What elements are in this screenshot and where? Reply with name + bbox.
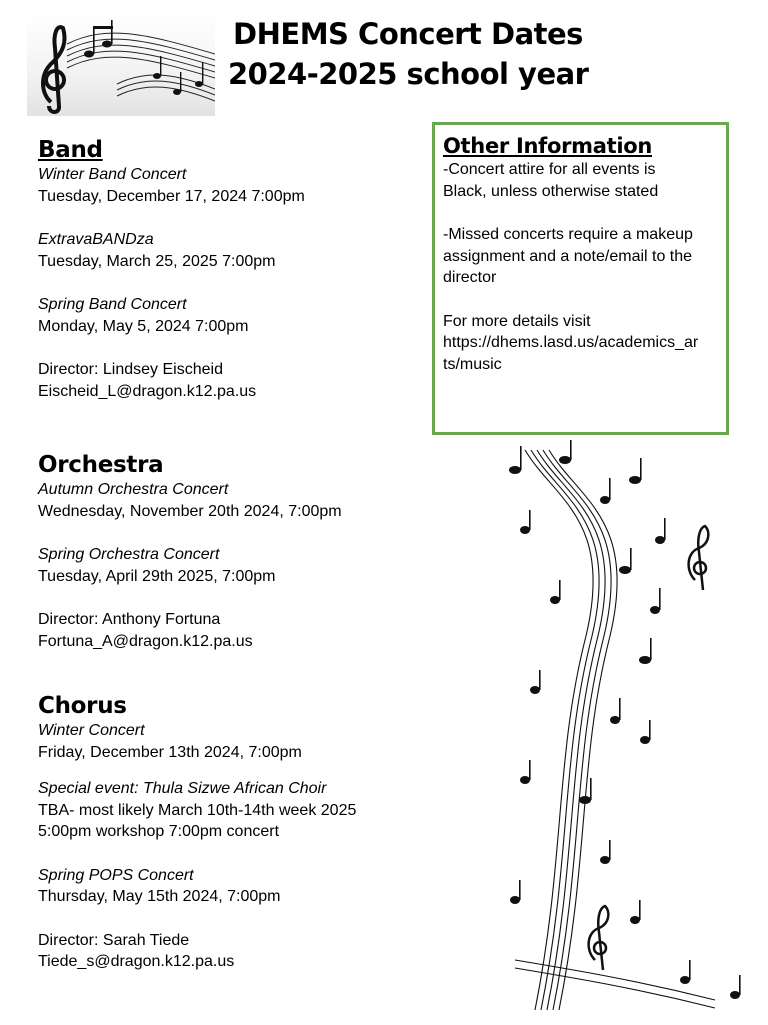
band-event-1	[38, 164, 418, 207]
event-date: Thursday, May 15th 2024, 7:00pm	[38, 888, 281, 905]
header-music-image	[27, 14, 215, 116]
event-detail: 5:00pm workshop 7:00pm concert	[38, 823, 280, 840]
music-notes-image	[495, 440, 765, 1020]
orchestra-event-1	[38, 479, 418, 522]
event-name: Autumn Orchestra Concert	[38, 481, 229, 498]
director-email: Eischeid_L@dragon.k12.pa.us	[38, 382, 257, 400]
other-information-heading: Other Information	[443, 134, 653, 158]
music-notes-icon	[495, 440, 765, 1020]
chorus-director	[38, 930, 418, 973]
other-information-box	[432, 122, 729, 435]
chorus-heading: Chorus	[38, 693, 127, 719]
event-name: Spring POPS Concert	[38, 866, 194, 884]
details-line: For more details visit	[443, 312, 591, 330]
details-link[interactable]: ts/music	[443, 355, 502, 373]
attire-note	[443, 159, 718, 202]
chorus-event-1	[38, 720, 418, 763]
details-note	[443, 311, 718, 376]
missed-line: assignment and a note/email to the	[443, 247, 693, 265]
event-date: Tuesday, March 25, 2025 7:00pm	[38, 252, 276, 270]
orchestra-event-2	[38, 544, 418, 587]
title-line-1: DHEMS Concert Dates	[233, 17, 583, 51]
event-name: Spring Orchestra Concert	[38, 546, 220, 563]
band-event-3	[38, 294, 418, 337]
event-name: Special event: Thula Sizwe African Choir	[38, 780, 327, 797]
event-name: Winter Concert	[38, 722, 145, 739]
page-title	[228, 14, 588, 94]
event-date: Monday, May 5, 2024 7:00pm	[38, 317, 249, 335]
missed-concert-note	[443, 224, 718, 289]
event-name: ExtravaBANDza	[38, 231, 154, 248]
attire-line: Black, unless otherwise stated	[443, 182, 659, 200]
band-heading: Band	[38, 137, 103, 163]
orchestra-heading: Orchestra	[38, 452, 164, 478]
band-director	[38, 359, 418, 402]
director-name: Director: Lindsey Eischeid	[38, 361, 223, 378]
director-email: Fortuna_A@dragon.k12.pa.us	[38, 632, 253, 650]
chorus-event-3	[38, 865, 418, 908]
event-date: Wednesday, November 20th 2024, 7:00pm	[38, 502, 342, 520]
orchestra-director	[38, 609, 418, 652]
event-name: Spring Band Concert	[38, 296, 187, 313]
treble-clef-icon	[27, 14, 215, 116]
event-date: Tuesday, December 17, 2024 7:00pm	[38, 187, 305, 205]
chorus-section	[38, 692, 418, 995]
missed-line: -Missed concerts require a makeup	[443, 226, 693, 243]
attire-line: -Concert attire for all events is	[443, 161, 656, 178]
title-line-2: 2024-2025 school year	[228, 57, 589, 91]
director-email: Tiede_s@dragon.k12.pa.us	[38, 953, 235, 970]
missed-line: director	[443, 269, 497, 286]
event-detail: TBA- most likely March 10th-14th week 2025	[38, 801, 357, 819]
details-link[interactable]: https://dhems.lasd.us/academics_ar	[443, 334, 699, 351]
band-section	[38, 136, 418, 424]
event-date: Tuesday, April 29th 2025, 7:00pm	[38, 567, 276, 585]
event-name: Winter Band Concert	[38, 166, 187, 183]
band-event-2	[38, 229, 418, 272]
director-name: Director: Anthony Fortuna	[38, 611, 221, 628]
director-name: Director: Sarah Tiede	[38, 931, 190, 949]
event-date: Friday, December 13th 2024, 7:00pm	[38, 743, 302, 761]
chorus-event-2	[38, 778, 418, 843]
orchestra-section	[38, 451, 418, 674]
